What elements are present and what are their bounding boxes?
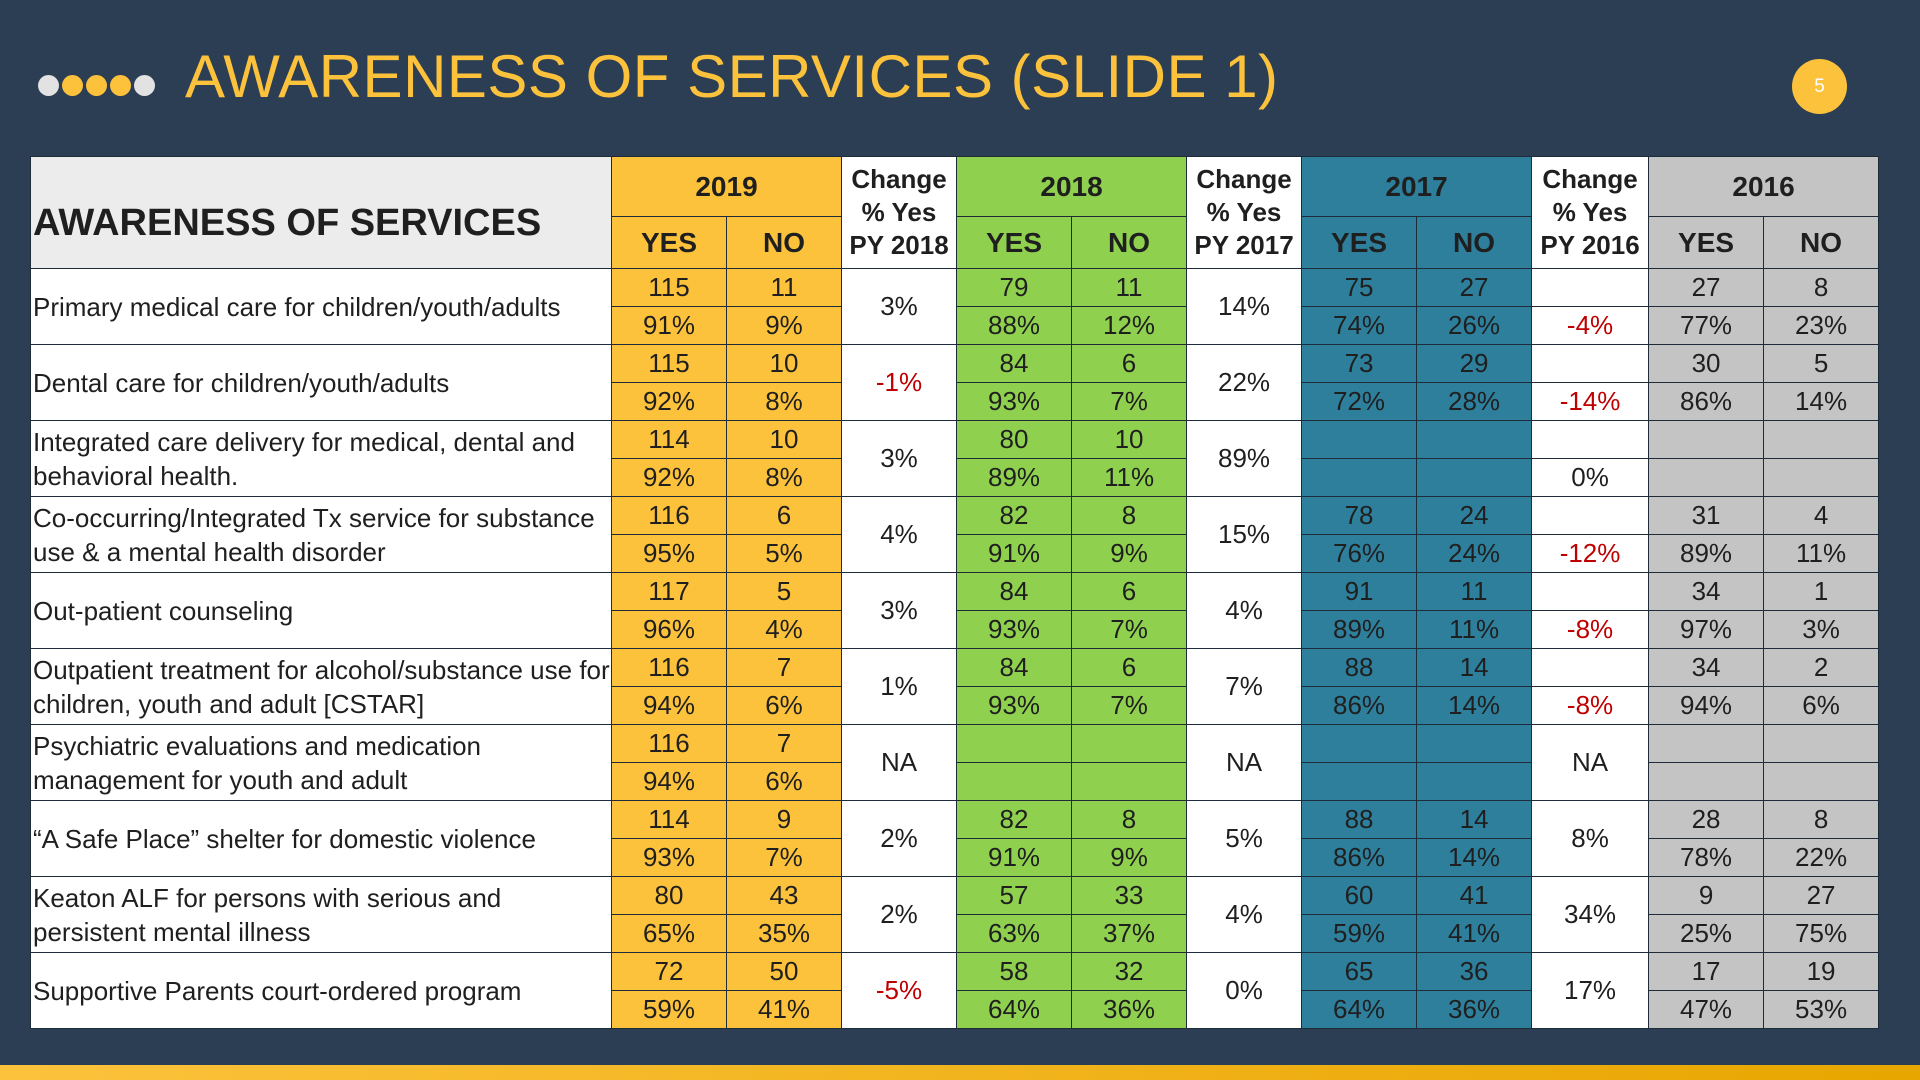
table-row [31,953,1879,991]
no-count: 27 [1764,877,1879,915]
yes-count: 84 [957,345,1072,383]
change-value: 3% [842,269,957,345]
yes-count [1302,725,1417,763]
yes-count: 114 [612,801,727,839]
yes-count: 79 [957,269,1072,307]
service-name: Outpatient treatment for alcohol/substance use for children, youth and adult [CSTAR] [31,649,612,725]
no-count: 11 [1417,573,1532,611]
yes-count: 78 [1302,497,1417,535]
service-name: Psychiatric evaluations and medication management for youth and adult [31,725,612,801]
yes-percent: 59% [612,991,727,1029]
no-percent: 75% [1764,915,1879,953]
change-value: 3% [842,573,957,649]
change-value: 3% [842,421,957,497]
yes-header: YES [1649,217,1764,269]
no-percent: 14% [1417,687,1532,725]
change-value: 0% [1187,953,1302,1029]
service-name: Dental care for children/youth/adults [31,345,612,421]
change-value: 14% [1187,269,1302,345]
yes-percent [1649,763,1764,801]
yes-percent: 91% [612,307,727,345]
yes-percent: 89% [1649,535,1764,573]
table-row [31,345,1879,383]
change-value: 1% [842,649,957,725]
yes-count: 80 [612,877,727,915]
no-percent: 3% [1764,611,1879,649]
no-percent: 11% [1417,611,1532,649]
year-header-2017: 2017 [1302,157,1532,217]
yes-count [1649,725,1764,763]
dot-icon [86,75,107,96]
no-percent: 7% [1072,687,1187,725]
slide-title: AWARENESS OF SERVICES (SLIDE 1) [185,43,1279,110]
yes-count: 27 [1649,269,1764,307]
service-name: Integrated care delivery for medical, dental and behavioral health. [31,421,612,497]
change-value: 4% [1187,573,1302,649]
no-count: 41 [1417,877,1532,915]
change-header-2018: Change % Yes PY 2018 [842,157,957,269]
no-percent [1764,763,1879,801]
yes-count: 58 [957,953,1072,991]
yes-count [1649,421,1764,459]
change-blank [1532,497,1649,535]
dot-icon [62,75,83,96]
no-count [1417,725,1532,763]
table-row [31,725,1879,763]
no-count: 8 [1764,269,1879,307]
no-count: 10 [1072,421,1187,459]
no-percent [1417,763,1532,801]
no-count: 8 [1072,801,1187,839]
yes-header: YES [957,217,1072,269]
change-value: 15% [1187,497,1302,573]
no-percent: 8% [727,459,842,497]
yes-percent: 89% [957,459,1072,497]
yes-percent [1302,459,1417,497]
change-blank [1532,269,1649,307]
page-number-badge: 5 [1792,59,1847,114]
table-body [31,269,1879,1029]
change-blank [1532,573,1649,611]
no-percent: 37% [1072,915,1187,953]
year-header-2019: 2019 [612,157,842,217]
no-count: 32 [1072,953,1187,991]
change-value: NA [1187,725,1302,801]
no-percent: 7% [727,839,842,877]
yes-count: 28 [1649,801,1764,839]
dot-icon [110,75,131,96]
no-percent: 9% [1072,535,1187,573]
yes-count: 88 [1302,649,1417,687]
yes-percent: 76% [1302,535,1417,573]
yes-count: 88 [1302,801,1417,839]
change-value: 4% [842,497,957,573]
yes-percent [957,763,1072,801]
change-value: 0% [1532,459,1649,497]
service-name: Supportive Parents court-ordered program [31,953,612,1029]
change-value: -8% [1532,687,1649,725]
yes-percent: 65% [612,915,727,953]
change-value: -4% [1532,307,1649,345]
yes-percent: 63% [957,915,1072,953]
yes-percent [1649,459,1764,497]
change-value: 22% [1187,345,1302,421]
yes-percent: 91% [957,535,1072,573]
change-value: -14% [1532,383,1649,421]
yes-count: 116 [612,725,727,763]
change-value: 34% [1532,877,1649,953]
no-count: 24 [1417,497,1532,535]
yes-count: 116 [612,649,727,687]
change-value: NA [1532,725,1649,801]
yes-count: 31 [1649,497,1764,535]
year-header-2016: 2016 [1649,157,1879,217]
no-count: 27 [1417,269,1532,307]
no-percent: 36% [1072,991,1187,1029]
change-value: NA [842,725,957,801]
yes-count: 116 [612,497,727,535]
yes-percent: 93% [957,611,1072,649]
yes-percent: 64% [1302,991,1417,1029]
change-value: -12% [1532,535,1649,573]
no-count: 19 [1764,953,1879,991]
no-count: 36 [1417,953,1532,991]
no-percent [1417,459,1532,497]
service-name: “A Safe Place” shelter for domestic violence [31,801,612,877]
no-count: 6 [1072,649,1187,687]
no-percent: 7% [1072,611,1187,649]
no-count [1764,421,1879,459]
no-percent: 9% [1072,839,1187,877]
change-blank [1532,345,1649,383]
no-percent: 41% [1417,915,1532,953]
yes-header: YES [612,217,727,269]
yes-count: 34 [1649,649,1764,687]
no-percent: 14% [1764,383,1879,421]
no-count: 50 [727,953,842,991]
no-count: 1 [1764,573,1879,611]
no-percent [1764,459,1879,497]
no-header: NO [1072,217,1187,269]
yes-percent: 93% [612,839,727,877]
no-percent: 12% [1072,307,1187,345]
no-percent: 23% [1764,307,1879,345]
yes-percent: 64% [957,991,1072,1029]
change-value: 2% [842,877,957,953]
no-percent: 6% [727,687,842,725]
change-value: -5% [842,953,957,1029]
yes-percent: 77% [1649,307,1764,345]
yes-percent: 25% [1649,915,1764,953]
yes-count: 84 [957,649,1072,687]
no-count: 7 [727,725,842,763]
yes-count: 80 [957,421,1072,459]
no-header: NO [1764,217,1879,269]
yes-count: 115 [612,269,727,307]
no-count: 4 [1764,497,1879,535]
no-percent: 6% [1764,687,1879,725]
service-name: Out-patient counseling [31,573,612,649]
yes-percent: 93% [957,383,1072,421]
yes-percent: 59% [1302,915,1417,953]
table-row [31,497,1879,535]
no-count: 6 [1072,345,1187,383]
yes-percent: 97% [1649,611,1764,649]
yes-count: 34 [1649,573,1764,611]
no-count: 33 [1072,877,1187,915]
change-value: 7% [1187,649,1302,725]
yes-count: 30 [1649,345,1764,383]
no-count: 14 [1417,649,1532,687]
no-percent: 22% [1764,839,1879,877]
change-value: 89% [1187,421,1302,497]
yes-percent: 86% [1302,687,1417,725]
no-percent: 6% [727,763,842,801]
yes-percent: 47% [1649,991,1764,1029]
no-percent: 41% [727,991,842,1029]
change-value: -1% [842,345,957,421]
no-count: 14 [1417,801,1532,839]
awareness-table [30,156,1879,1029]
yes-percent: 92% [612,383,727,421]
no-percent [1072,763,1187,801]
no-count: 11 [1072,269,1187,307]
no-count: 6 [1072,573,1187,611]
no-percent: 26% [1417,307,1532,345]
no-percent: 5% [727,535,842,573]
no-count: 6 [727,497,842,535]
yes-count: 91 [1302,573,1417,611]
yes-percent: 86% [1302,839,1417,877]
yes-percent: 94% [1649,687,1764,725]
no-count: 29 [1417,345,1532,383]
no-percent: 28% [1417,383,1532,421]
no-header: NO [727,217,842,269]
no-percent: 11% [1764,535,1879,573]
yes-count: 115 [612,345,727,383]
decorative-dots [38,75,155,96]
no-percent: 36% [1417,991,1532,1029]
yes-percent: 89% [1302,611,1417,649]
no-count: 43 [727,877,842,915]
no-count [1072,725,1187,763]
no-header: NO [1417,217,1532,269]
no-count: 5 [727,573,842,611]
yes-percent: 93% [957,687,1072,725]
yes-count [957,725,1072,763]
change-blank [1532,649,1649,687]
no-count: 7 [727,649,842,687]
no-count: 10 [727,421,842,459]
yes-count: 65 [1302,953,1417,991]
no-percent: 9% [727,307,842,345]
no-percent: 8% [727,383,842,421]
yes-percent: 74% [1302,307,1417,345]
change-blank [1532,421,1649,459]
service-name: Keaton ALF for persons with serious and persistent mental illness [31,877,612,953]
year-header-2018: 2018 [957,157,1187,217]
no-percent: 24% [1417,535,1532,573]
no-percent: 14% [1417,839,1532,877]
yes-count: 75 [1302,269,1417,307]
table-row [31,573,1879,611]
yes-percent: 78% [1649,839,1764,877]
yes-percent: 95% [612,535,727,573]
no-count: 2 [1764,649,1879,687]
no-percent: 7% [1072,383,1187,421]
yes-count: 57 [957,877,1072,915]
no-count: 8 [1072,497,1187,535]
yes-percent: 88% [957,307,1072,345]
table-row [31,269,1879,307]
yes-count: 72 [612,953,727,991]
table-row [31,421,1879,459]
yes-percent: 91% [957,839,1072,877]
change-value: 2% [842,801,957,877]
no-count: 5 [1764,345,1879,383]
yes-percent: 94% [612,763,727,801]
change-value: 17% [1532,953,1649,1029]
no-count: 10 [727,345,842,383]
no-count [1417,421,1532,459]
yes-percent: 94% [612,687,727,725]
change-header-2016: Change % Yes PY 2016 [1532,157,1649,269]
yes-count: 82 [957,497,1072,535]
yes-count [1302,421,1417,459]
yes-count: 82 [957,801,1072,839]
table-row [31,801,1879,839]
yes-header: YES [1302,217,1417,269]
no-count: 8 [1764,801,1879,839]
table-row [31,877,1879,915]
service-name: Co-occurring/Integrated Tx service for substance use & a mental health disorder [31,497,612,573]
yes-count: 117 [612,573,727,611]
yes-percent: 92% [612,459,727,497]
footer-bar [0,1065,1920,1080]
service-name: Primary medical care for children/youth/adults [31,269,612,345]
dot-icon [134,75,155,96]
yes-percent: 96% [612,611,727,649]
change-value: 5% [1187,801,1302,877]
yes-percent: 72% [1302,383,1417,421]
no-percent: 35% [727,915,842,953]
table-title: AWARENESS OF SERVICES [31,157,612,269]
yes-count: 17 [1649,953,1764,991]
yes-count: 114 [612,421,727,459]
no-percent: 53% [1764,991,1879,1029]
no-percent: 4% [727,611,842,649]
table-row [31,649,1879,687]
yes-count: 60 [1302,877,1417,915]
no-percent: 11% [1072,459,1187,497]
change-value: 8% [1532,801,1649,877]
no-count: 11 [727,269,842,307]
yes-count: 73 [1302,345,1417,383]
no-count: 9 [727,801,842,839]
change-value: 4% [1187,877,1302,953]
change-value: -8% [1532,611,1649,649]
no-count [1764,725,1879,763]
dot-icon [38,75,59,96]
yes-percent: 86% [1649,383,1764,421]
change-header-2017: Change % Yes PY 2017 [1187,157,1302,269]
yes-count: 84 [957,573,1072,611]
yes-count: 9 [1649,877,1764,915]
yes-percent [1302,763,1417,801]
